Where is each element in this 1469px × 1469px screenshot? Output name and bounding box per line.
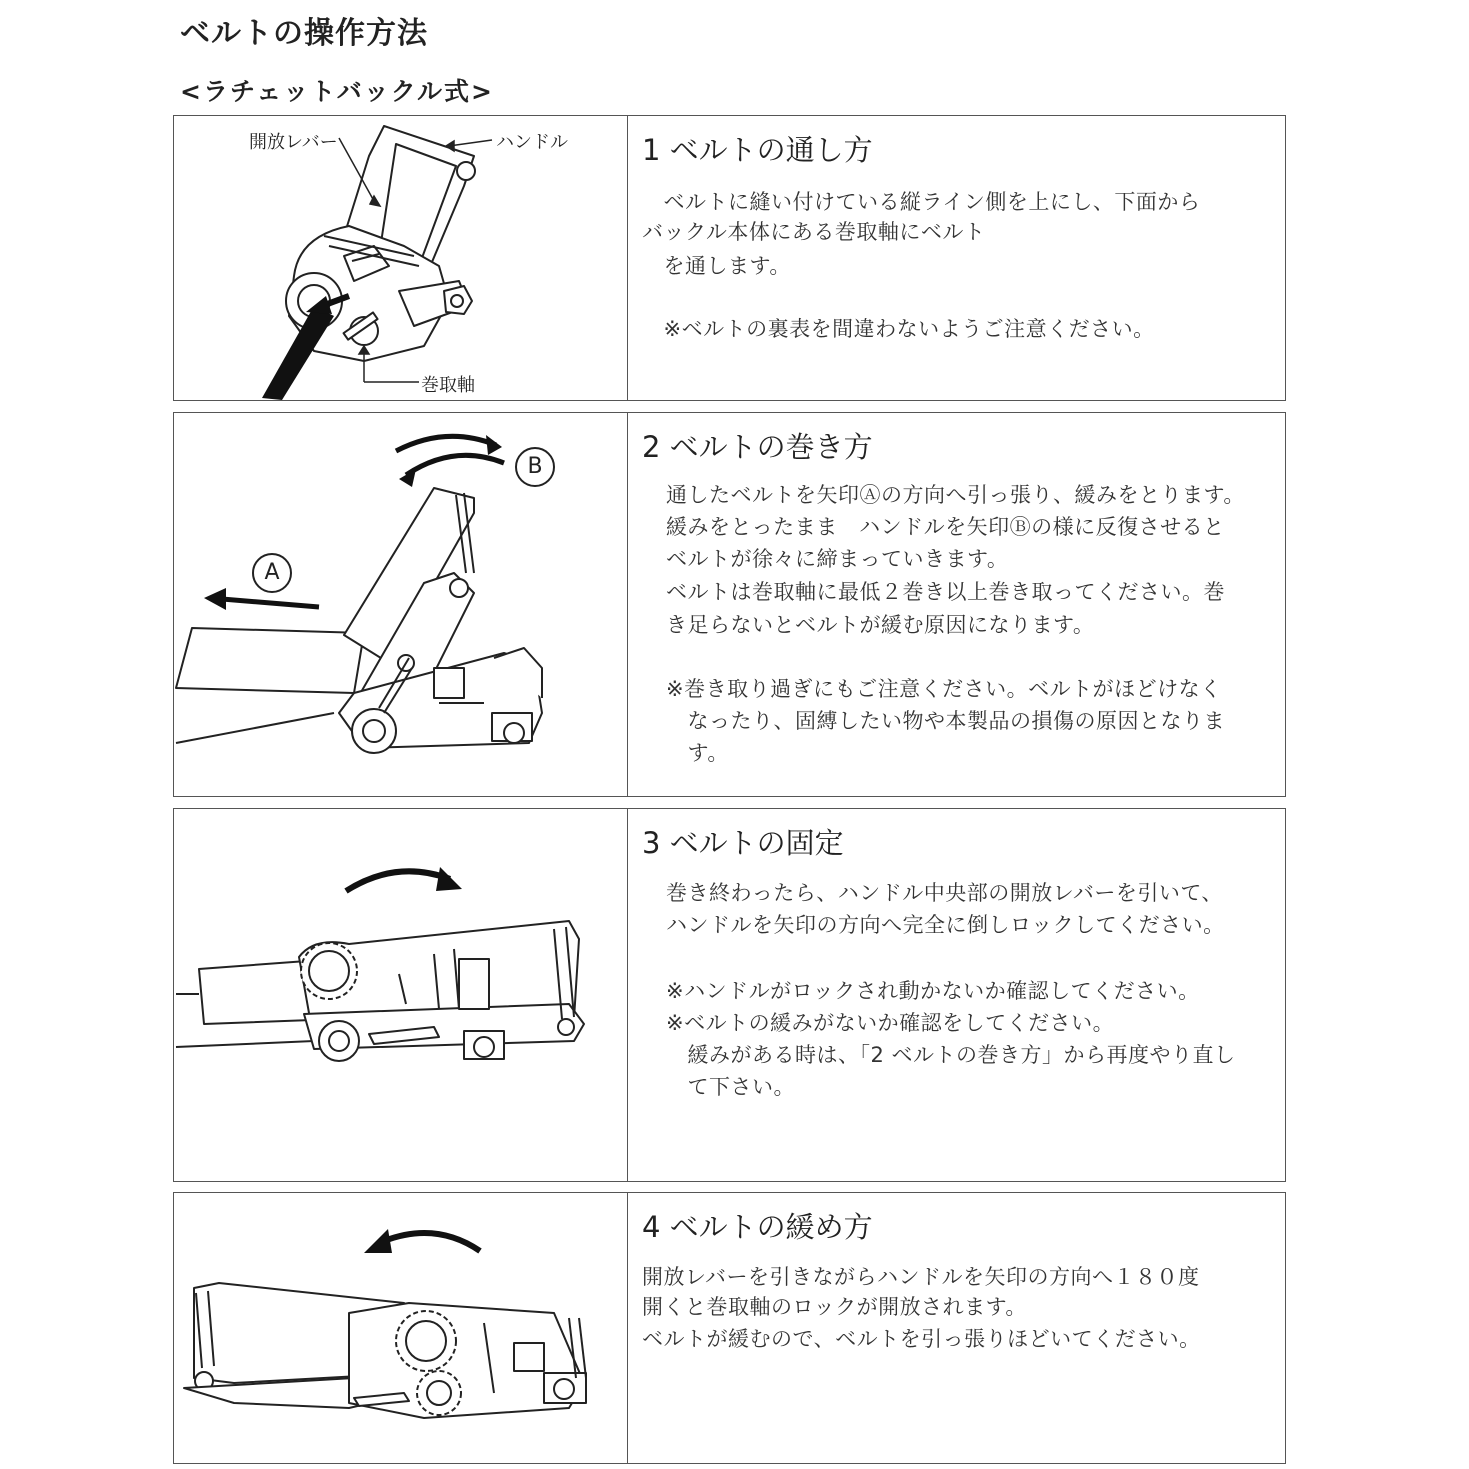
step-2-line: 緩みをとったまま ハンドルを矢印Ⓑの様に反復させると xyxy=(666,515,1225,539)
step-4-line: ベルトが緩むので、ベルトを引っ張りほどいてください。 xyxy=(642,1327,1201,1351)
step-1-panel xyxy=(173,115,1286,401)
step-2-panel xyxy=(173,412,1286,797)
page-subtitle: <ラチェットバックル式> xyxy=(180,77,494,106)
step-1-illustration xyxy=(174,116,628,400)
step-2-line: 通したベルトを矢印Ⓐの方向へ引っ張り、緩みをとります。 xyxy=(666,483,1245,507)
ratchet-release-icon xyxy=(174,1193,627,1465)
step-3-illustration xyxy=(174,809,628,1181)
arrow-b-marker: B xyxy=(515,447,555,487)
step-1-note: ※ベルトの裏表を間違わないようご注意ください。 xyxy=(642,317,1155,341)
handle-label: ハンドル xyxy=(496,132,568,153)
open-lever-label: 開放レバー xyxy=(249,132,338,153)
step-2-note: ※巻き取り過ぎにもご注意ください。ベルトがほどけなく xyxy=(666,677,1222,701)
step-2-note: なったり、固縛したい物や本製品の損傷の原因となりま xyxy=(666,709,1225,733)
step-3-line: ハンドルを矢印の方向へ完全に倒しロックしてください。 xyxy=(666,913,1225,937)
step-2-line: ベルトは巻取軸に最低２巻き以上巻き取ってください。巻 xyxy=(666,580,1225,604)
step-4-line: 開くと巻取軸のロックが開放されます。 xyxy=(642,1295,1027,1319)
step-3-line: 巻き終わったら、ハンドル中央部の開放レバーを引いて、 xyxy=(666,881,1223,905)
step-3-note: て下さい。 xyxy=(666,1075,795,1099)
step-3-note: ※ハンドルがロックされ動かないか確認してください。 xyxy=(666,979,1200,1003)
step-1-line: ベルトに縫い付けている縦ライン側を上にし、下面から xyxy=(642,190,1201,214)
step-1-line: バックル本体にある巻取軸にベルト xyxy=(642,220,986,244)
step-1-title: 1 ベルトの通し方 xyxy=(642,133,873,167)
winding-shaft-label: 巻取軸 xyxy=(421,375,475,396)
step-3-note: ※ベルトの緩みがないか確認をしてください。 xyxy=(666,1011,1115,1035)
ratchet-locking-icon xyxy=(174,809,627,1183)
step-3-title: 3 ベルトの固定 xyxy=(642,826,844,860)
arrow-a-marker: A xyxy=(252,553,292,593)
step-4-line: 開放レバーを引きながらハンドルを矢印の方向へ１８０度 xyxy=(642,1265,1200,1289)
step-2-line: ベルトが徐々に締まっていきます。 xyxy=(666,547,1009,571)
step-3-note: 緩みがある時は、「2 ベルトの巻き方」から再度やり直し xyxy=(666,1043,1236,1067)
step-1-line: を通します。 xyxy=(642,254,791,278)
step-4-illustration xyxy=(174,1193,628,1463)
step-2-note: す。 xyxy=(666,741,729,765)
ratchet-buckle-threading-icon xyxy=(174,116,627,402)
step-4-panel xyxy=(173,1192,1286,1464)
ratchet-winding-icon xyxy=(174,413,627,798)
step-2-line: き足らないとベルトが緩む原因になります。 xyxy=(666,613,1095,637)
page-title: ベルトの操作方法 xyxy=(180,16,428,51)
step-3-panel xyxy=(173,808,1286,1182)
step-4-title: 4 ベルトの緩め方 xyxy=(642,1210,873,1244)
step-2-illustration xyxy=(174,413,628,796)
step-2-title: 2 ベルトの巻き方 xyxy=(642,430,873,464)
